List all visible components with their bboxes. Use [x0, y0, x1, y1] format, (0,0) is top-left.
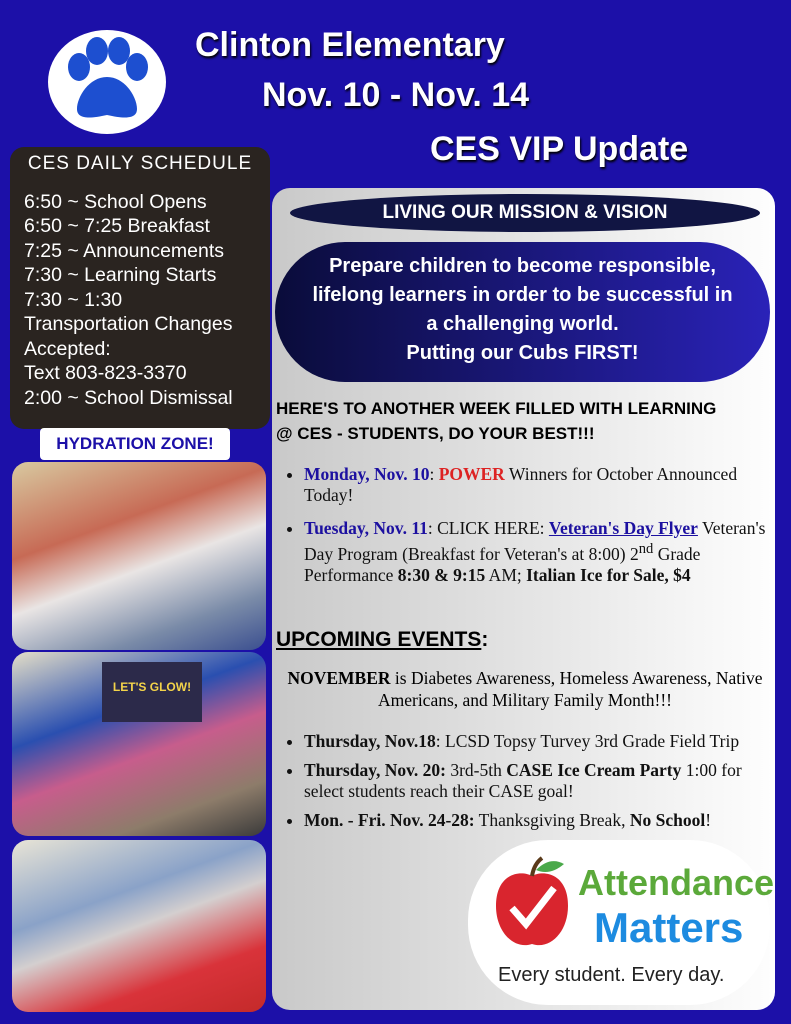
event-bold: No School — [629, 810, 706, 830]
italian-ice: Italian Ice for Sale, $4 — [526, 564, 691, 585]
photo-students-3 — [12, 840, 266, 1012]
attendance-matters-logo — [468, 840, 775, 1005]
photo-students-1 — [12, 462, 266, 650]
mission-line: a challenging world. — [426, 313, 619, 335]
november-awareness — [282, 667, 768, 711]
schedule-item: 2:00 ~ School Dismissal — [24, 386, 233, 409]
event-tuesday — [304, 518, 766, 586]
event-day: Thursday, Nov. 20: — [304, 760, 446, 780]
event-bold: CASE Ice Cream Party — [506, 760, 682, 780]
week-heading — [276, 396, 716, 446]
attendance-tagline: Every student. Every day. — [498, 964, 725, 986]
hydration-zone-label: HYDRATION ZONE! — [40, 428, 230, 460]
mission-line: Putting our Cubs FIRST! — [406, 342, 639, 364]
schedule-item: Accepted: — [24, 337, 111, 360]
photo-students-2 — [12, 652, 266, 836]
attendance-word: Attendance — [578, 862, 775, 903]
apple-check-icon — [492, 854, 572, 954]
school-name: Clinton Elementary — [195, 26, 505, 64]
schedule-item: Transportation Changes — [24, 313, 233, 335]
schedule-item: 7:30 ~ Learning Starts — [24, 264, 217, 286]
week-events — [304, 464, 766, 598]
update-title: CES VIP Update — [430, 130, 689, 168]
schedule-title: CES DAILY SCHEDULE — [27, 153, 253, 174]
upcoming-title: UPCOMING EVENTS — [276, 628, 482, 651]
event-text: AM; — [485, 564, 527, 585]
mission-statement — [275, 242, 770, 382]
event-text: Grade Performance — [304, 543, 701, 585]
week-dates: Nov. 10 - Nov. 14 — [262, 76, 530, 114]
paw-icon — [57, 37, 157, 127]
paw-logo — [48, 30, 166, 134]
matters-word: Matters — [594, 904, 744, 951]
week-heading-line: @ CES - STUDENTS, DO YOUR BEST!!! — [276, 424, 595, 443]
week-heading-line: HERE'S TO ANOTHER WEEK FILLED WITH LEARNING — [276, 399, 717, 418]
event-times: 8:30 & 9:15 — [397, 564, 486, 585]
schedule-item: 6:50 ~ 7:25 Breakfast — [24, 215, 210, 237]
power-label: POWER — [438, 464, 505, 484]
mission-title: LIVING OUR MISSION & VISION — [290, 194, 760, 232]
schedule-item: Text 803-823-3370 — [24, 362, 187, 384]
event-day: Mon. - Fri. Nov. 24-28: — [304, 810, 475, 830]
schedule-item: 7:30 ~ 1:30 — [24, 288, 123, 311]
november-label: NOVEMBER — [287, 668, 391, 688]
event-text: : CLICK HERE: — [427, 518, 549, 538]
superscript: nd — [638, 541, 654, 557]
event-text: ! — [705, 810, 712, 830]
upcoming-events-heading: UPCOMING EVENTS: — [276, 628, 489, 651]
event-item — [304, 731, 766, 752]
event-text: 3rd-5th — [445, 760, 507, 780]
daily-schedule — [10, 147, 270, 429]
event-day: Thursday, Nov.18 — [304, 731, 436, 751]
veterans-day-flyer-link[interactable]: Veteran's Day Flyer — [548, 518, 698, 538]
event-monday: • Monday, Nov. 10: POWER Winners for October Announced Today! — [304, 464, 766, 506]
event-text: Thanksgiving Break, — [474, 810, 630, 830]
mission-line: lifelong learners in order to be successful in — [312, 284, 733, 306]
event-day: Tuesday, Nov. 11 — [304, 518, 428, 538]
classroom-sign: LET'S GLOW! — [102, 662, 202, 722]
event-text: 1:00 for select students reach their CASE goal! — [304, 760, 742, 801]
event-text: Winners for October Announced Today! — [304, 464, 738, 505]
schedule-item: 7:25 ~ Announcements — [24, 239, 225, 262]
event-text: Veteran's Day Program (Breakfast for Veteran's at 8:00) 2 — [304, 518, 766, 564]
schedule-item: 6:50 ~ School Opens — [24, 190, 207, 213]
upcoming-events — [304, 731, 766, 843]
event-text: : LCSD Topsy Turvey 3rd Grade Field Trip — [435, 731, 740, 751]
november-text: is Diabetes Awareness, Homeless Awareness, Native Americans, and Military Family Month!!! — [377, 668, 763, 710]
mission-line: Prepare children to become responsible, — [329, 255, 716, 277]
event-item — [304, 810, 766, 831]
event-item — [304, 760, 766, 802]
event-day: Monday, Nov. 10 — [304, 464, 430, 484]
